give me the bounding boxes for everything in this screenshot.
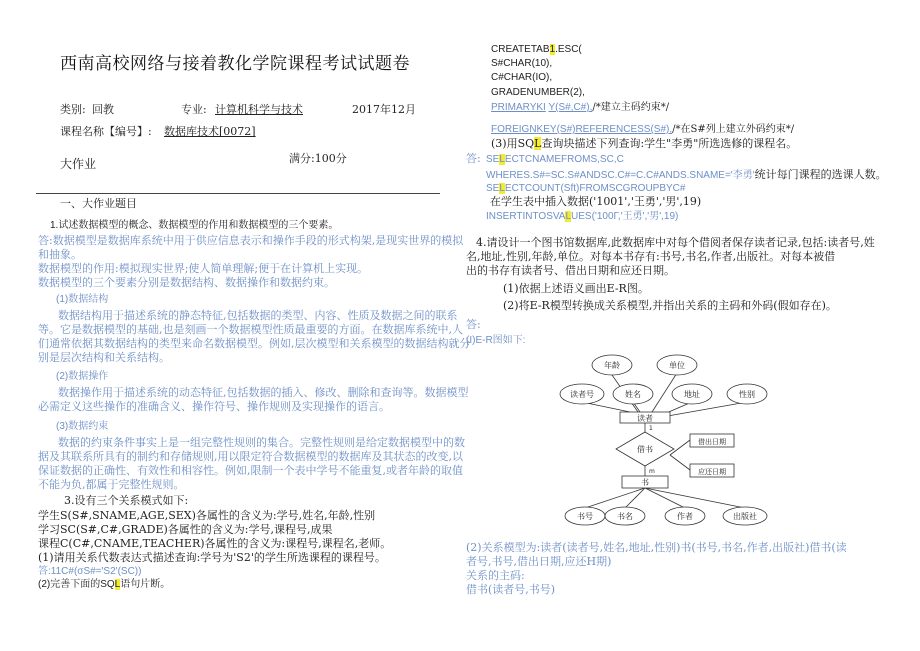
major-value: 计算机科学与技术 [215,103,303,116]
svg-text:借书: 借书 [637,445,653,454]
sql-foreign-key: FOREIGNKEY(S#)REFERENCESS(S#),/*在S#列上建立外码约束*/ [491,124,795,135]
answer-4-label: 答: [466,318,481,331]
subheading-data-constraint: (3)数据约束 [56,421,109,432]
answer-3-1: 答:11C#(σS#='S2'(SC)) [38,566,142,577]
category-value: 回教 [92,103,114,116]
svg-text:读者: 读者 [637,414,653,423]
svg-text:借出日期: 借出日期 [698,438,726,446]
header-divider [36,193,440,194]
sql-create-table: CREATETAB1.ESC( [491,44,582,55]
question-3-2: (2)完善下面的SQL语句片断。 [38,579,171,590]
svg-text:单位: 单位 [669,361,685,370]
svg-text:性别: 性别 [739,390,755,399]
sql-col-cno: C#CHAR(IO), [491,72,553,83]
subheading-data-structure: (1)数据结构 [56,294,109,305]
question-1: 1.试述数据模型的概念、数据模型的作用和数据模型的三个要素。 [50,220,339,231]
svg-text:姓名: 姓名 [625,390,641,399]
page-title: 西南高校网络与接着教化学院课程考试试题卷 [60,54,410,74]
assignment-label: 大作业 [60,157,97,171]
svg-text:书号: 书号 [577,512,593,521]
sql-col-sno: S#CHAR(10), [491,58,553,69]
svg-text:应还日期: 应还日期 [698,468,726,476]
sql-primary-key: PRIMARYKI Y(S#,C#),/*建立主码约束*/ [491,102,670,113]
sql-count: SELECTCOUNT(Sft)FROMSCGROUPBYC# [486,183,686,194]
svg-text:1: 1 [649,425,653,432]
svg-text:出版社: 出版社 [733,512,757,521]
question-4-2: (2)将E-R模型转换成关系模型,并指出关系的主码和外码(假如存在)。 [503,299,837,312]
section-heading: 一、大作业题目 [60,198,137,210]
question-3-3: (3)用SQL查询块描述下列查询:学生"李勇"所选选修的课程名。 [491,137,798,150]
sql-col-grade: GRADENUMBER(2), [491,87,585,98]
er-diagram-caption: (I)E-R图如下: [466,335,526,346]
answer-label: 答: [466,152,481,165]
question-4-1: (1)依据上述语义画出E-R图。 [503,282,649,295]
svg-text:书: 书 [641,478,649,487]
er-diagram [550,350,795,530]
insert-question: 在学生表中插入数据('1001','王勇','男',19) [490,195,702,208]
svg-text:年龄: 年龄 [604,361,620,370]
svg-text:书名: 书名 [617,512,633,521]
category-label: 类别: [60,103,86,116]
question-3-1: (1)请用关系代数表达式描述查询:学号为'S2'的学生所选课程的课程号。 [38,551,386,564]
svg-text:地址: 地址 [684,390,700,399]
question-3: 3.设有三个关系模式如下: [64,494,189,507]
svg-text:读者号: 读者号 [570,390,594,399]
full-score: 满分:100分 [289,152,347,165]
svg-text:m: m [649,468,655,475]
sql-where: WHERES.S#=SC.S#ANDSC.C#=C.C#ANDS.SNAME='李勇'统计每门课程的选课人数。 [486,168,887,181]
svg-text:作者: 作者 [677,512,693,521]
subheading-data-operation: (2)数据操作 [56,371,109,382]
sql-insert: INSERTINTOSVALUES('100Γ,'王勇','男',19) [486,211,679,222]
major-label: 专业: [181,103,207,116]
exam-date: 2017年12月 [352,103,416,116]
course-value: 数据库技术[0072] [164,125,256,138]
sql-select-1: SELECTCNAMEFROMS,SC,C [486,154,624,165]
course-label: 课程名称【编号】: [60,125,152,138]
